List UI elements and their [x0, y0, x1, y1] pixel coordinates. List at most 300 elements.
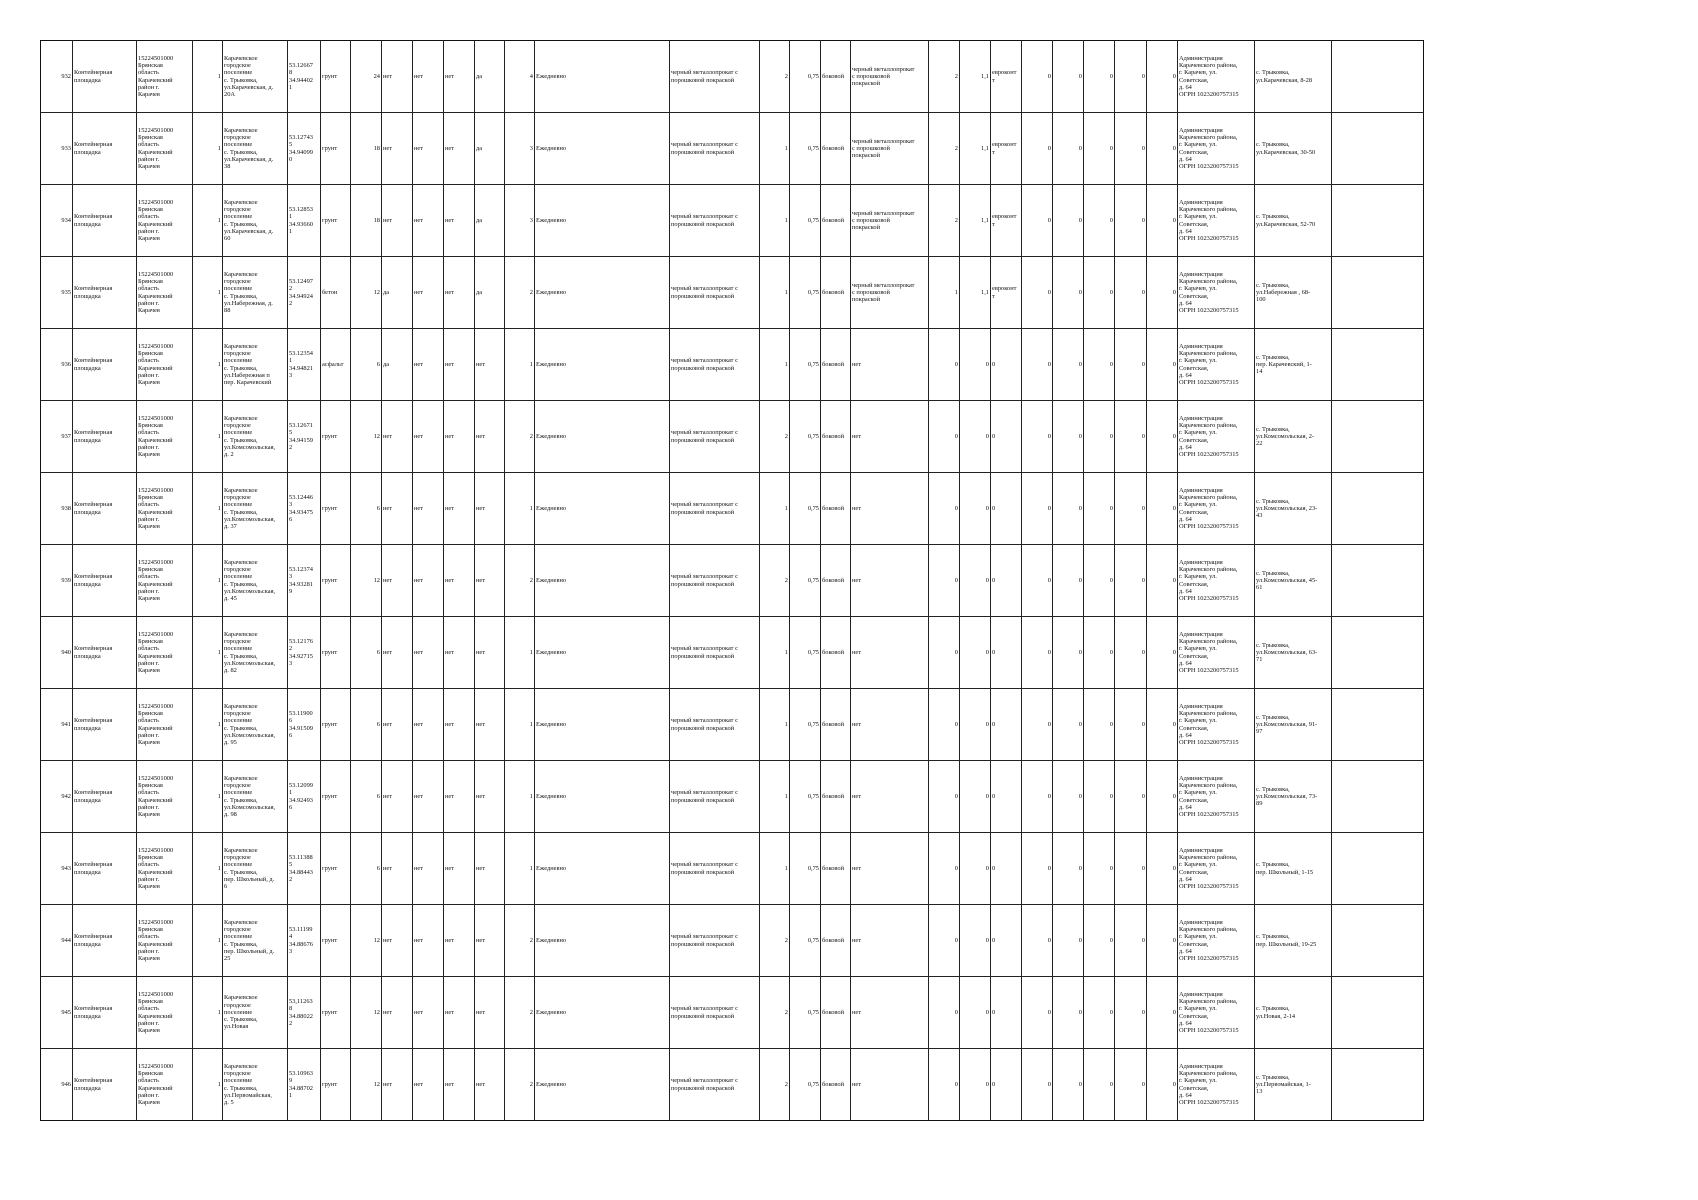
load-type-cell: боковой — [821, 977, 851, 1049]
area-cell: 18 — [351, 185, 382, 257]
okato-region-cell: 15224501000 Брянская область Карачевский район г. Карачев — [137, 689, 193, 761]
owner-cell: Администрация Карачевского района, г. Карачев, ул. Советская, д. 64 ОГРН 1023200757315 — [1178, 401, 1255, 473]
bunker-type-cell: евроконт т — [991, 41, 1022, 113]
bunker-material-cell: нет — [851, 977, 929, 1049]
site-address-cell: Карачевское городское поселение с. Трыковка, ул.Комсомольская, д. 45 — [223, 545, 288, 617]
flag-one-cell: 1 — [193, 617, 223, 689]
surface-type-cell: грунт — [321, 1049, 351, 1121]
table-row — [41, 761, 1424, 833]
zero-2-cell: 0 — [1053, 401, 1084, 473]
surface-type-cell: грунт — [321, 113, 351, 185]
site-type-cell: Контейнерная площадка — [73, 617, 137, 689]
blank-cell — [1332, 257, 1424, 329]
bunker-type-cell: 0 — [991, 617, 1022, 689]
blank-cell — [1332, 401, 1424, 473]
site-type-cell: Контейнерная площадка — [73, 185, 137, 257]
bunker-material-cell: нет — [851, 905, 929, 977]
bunker-volume-cell: 0 — [960, 977, 991, 1049]
served-addresses-cell: с. Трыковка, ул.Новая, 2-14 — [1255, 977, 1332, 1049]
owner-cell: Администрация Карачевского района, г. Карачев, ул. Советская, д. 64 ОГРН 1023200757315 — [1178, 329, 1255, 401]
served-addresses-cell: с. Трыковка, пер. Школьный, 19-25 — [1255, 905, 1332, 977]
table-row — [41, 1049, 1424, 1121]
container-count-2-cell: 2 — [760, 1049, 790, 1121]
access-cell: нет — [475, 977, 505, 1049]
area-cell: 18 — [351, 113, 382, 185]
fence-cell: нет — [413, 113, 444, 185]
bunker-type-cell: 0 — [991, 905, 1022, 977]
side-wall-cell: нет — [444, 905, 475, 977]
bunker-type-cell: 0 — [991, 833, 1022, 905]
flag-one-cell: 1 — [193, 473, 223, 545]
zero-3-cell: 0 — [1084, 329, 1115, 401]
table-row — [41, 545, 1424, 617]
fence-cell: нет — [413, 689, 444, 761]
access-cell: да — [475, 41, 505, 113]
zero-3-cell: 0 — [1084, 545, 1115, 617]
surface-type-cell: грунт — [321, 833, 351, 905]
side-wall-cell: нет — [444, 329, 475, 401]
schedule-cell: Ежедневно — [535, 113, 670, 185]
zero-4-cell: 0 — [1115, 329, 1147, 401]
container-volume-cell: 0,75 — [790, 761, 821, 833]
bunker-count-cell: 0 — [929, 473, 960, 545]
roof-cell: да — [382, 257, 413, 329]
container-count-cell: 1 — [505, 617, 535, 689]
load-type-cell: боковой — [821, 329, 851, 401]
bunker-volume-cell: 1,1 — [960, 185, 991, 257]
schedule-cell: Ежедневно — [535, 761, 670, 833]
bunker-count-cell: 0 — [929, 617, 960, 689]
flag-one-cell: 1 — [193, 329, 223, 401]
bunker-material-cell: нет — [851, 329, 929, 401]
served-addresses-cell: с. Трыковка, ул.Набережная , 68- 100 — [1255, 257, 1332, 329]
blank-cell — [1332, 617, 1424, 689]
site-type-cell: Контейнерная площадка — [73, 689, 137, 761]
flag-one-cell: 1 — [193, 1049, 223, 1121]
side-wall-cell: нет — [444, 41, 475, 113]
bunker-volume-cell: 0 — [960, 1049, 991, 1121]
roof-cell: нет — [382, 1049, 413, 1121]
served-addresses-cell: с. Трыковка, ул.Комсомольская, 73- 89 — [1255, 761, 1332, 833]
bunker-volume-cell: 0 — [960, 545, 991, 617]
container-volume-cell: 0,75 — [790, 329, 821, 401]
load-type-cell: боковой — [821, 905, 851, 977]
zero-4-cell: 0 — [1115, 833, 1147, 905]
coordinates-cell: 53.12667 8 34.94402 1 — [288, 41, 321, 113]
bunker-type-cell: 0 — [991, 401, 1022, 473]
container-volume-cell: 0,75 — [790, 1049, 821, 1121]
bunker-volume-cell: 1,1 — [960, 113, 991, 185]
side-wall-cell: нет — [444, 689, 475, 761]
flag-one-cell: 1 — [193, 833, 223, 905]
container-count-2-cell: 1 — [760, 257, 790, 329]
table-row — [41, 617, 1424, 689]
site-address-cell: Карачевское городское поселение с. Трыковка, ул.Комсомольская, д. 98 — [223, 761, 288, 833]
zero-5-cell: 0 — [1147, 617, 1178, 689]
bunker-material-cell: черный металлопрокат с порошковой покраской — [851, 185, 929, 257]
table-row — [41, 257, 1424, 329]
zero-2-cell: 0 — [1053, 905, 1084, 977]
zero-1-cell: 0 — [1022, 329, 1053, 401]
row-number-cell: 940 — [41, 617, 73, 689]
blank-cell — [1332, 41, 1424, 113]
zero-3-cell: 0 — [1084, 473, 1115, 545]
table-row — [41, 473, 1424, 545]
load-type-cell: боковой — [821, 833, 851, 905]
bunker-type-cell: евроконт т — [991, 185, 1022, 257]
zero-2-cell: 0 — [1053, 617, 1084, 689]
schedule-cell: Ежедневно — [535, 905, 670, 977]
zero-3-cell: 0 — [1084, 1049, 1115, 1121]
table-row — [41, 329, 1424, 401]
area-cell: 6 — [351, 833, 382, 905]
okato-region-cell: 15224501000 Брянская область Карачевский район г. Карачев — [137, 617, 193, 689]
zero-2-cell: 0 — [1053, 1049, 1084, 1121]
table-row — [41, 401, 1424, 473]
surface-type-cell: грунт — [321, 473, 351, 545]
zero-1-cell: 0 — [1022, 761, 1053, 833]
bunker-count-cell: 1 — [929, 257, 960, 329]
okato-region-cell: 15224501000 Брянская область Карачевский район г. Карачев — [137, 329, 193, 401]
container-count-2-cell: 1 — [760, 185, 790, 257]
bunker-count-cell: 0 — [929, 977, 960, 1049]
served-addresses-cell: с. Трыковка, пер. Карачевский, 1- 14 — [1255, 329, 1332, 401]
bunker-volume-cell: 0 — [960, 473, 991, 545]
container-count-cell: 2 — [505, 545, 535, 617]
container-material-cell: черный металлопрокат с порошковой покраской — [670, 545, 760, 617]
owner-cell: Администрация Карачевского района, г. Карачев, ул. Советская, д. 64 ОГРН 1023200757315 — [1178, 257, 1255, 329]
site-address-cell: Карачевское городское поселение с. Трыковка, пер. Школьный, д. 25 — [223, 905, 288, 977]
fence-cell: нет — [413, 761, 444, 833]
zero-2-cell: 0 — [1053, 977, 1084, 1049]
zero-4-cell: 0 — [1115, 1049, 1147, 1121]
site-address-cell: Карачевское городское поселение с. Трыковка, ул.Комсомольская, д. 37 — [223, 473, 288, 545]
area-cell: 12 — [351, 1049, 382, 1121]
zero-4-cell: 0 — [1115, 257, 1147, 329]
flag-one-cell: 1 — [193, 401, 223, 473]
fence-cell: нет — [413, 617, 444, 689]
zero-5-cell: 0 — [1147, 401, 1178, 473]
zero-2-cell: 0 — [1053, 689, 1084, 761]
bunker-material-cell: нет — [851, 833, 929, 905]
row-number-cell: 942 — [41, 761, 73, 833]
bunker-material-cell: черный металлопрокат с порошковой покраской — [851, 257, 929, 329]
area-cell: 6 — [351, 329, 382, 401]
access-cell: да — [475, 185, 505, 257]
container-count-cell: 2 — [505, 401, 535, 473]
zero-4-cell: 0 — [1115, 473, 1147, 545]
okato-region-cell: 15224501000 Брянская область Карачевский район г. Карачев — [137, 545, 193, 617]
container-count-2-cell: 1 — [760, 113, 790, 185]
fence-cell: нет — [413, 257, 444, 329]
bunker-volume-cell: 0 — [960, 617, 991, 689]
container-volume-cell: 0,75 — [790, 41, 821, 113]
okato-region-cell: 15224501000 Брянская область Карачевский район г. Карачев — [137, 401, 193, 473]
zero-3-cell: 0 — [1084, 113, 1115, 185]
site-type-cell: Контейнерная площадка — [73, 761, 137, 833]
area-cell: 12 — [351, 545, 382, 617]
row-number-cell: 936 — [41, 329, 73, 401]
site-type-cell: Контейнерная площадка — [73, 977, 137, 1049]
container-material-cell: черный металлопрокат с порошковой покраской — [670, 257, 760, 329]
zero-5-cell: 0 — [1147, 41, 1178, 113]
container-material-cell: черный металлопрокат с порошковой покраской — [670, 401, 760, 473]
fence-cell: нет — [413, 401, 444, 473]
bunker-count-cell: 0 — [929, 905, 960, 977]
load-type-cell: боковой — [821, 617, 851, 689]
bunker-type-cell: 0 — [991, 329, 1022, 401]
surface-type-cell: грунт — [321, 905, 351, 977]
container-count-cell: 2 — [505, 905, 535, 977]
zero-1-cell: 0 — [1022, 617, 1053, 689]
fence-cell: нет — [413, 473, 444, 545]
bunker-volume-cell: 0 — [960, 905, 991, 977]
container-count-cell: 1 — [505, 473, 535, 545]
site-type-cell: Контейнерная площадка — [73, 473, 137, 545]
surface-type-cell: грунт — [321, 761, 351, 833]
container-volume-cell: 0,75 — [790, 833, 821, 905]
table-row — [41, 689, 1424, 761]
zero-2-cell: 0 — [1053, 113, 1084, 185]
fence-cell: нет — [413, 977, 444, 1049]
area-cell: 24 — [351, 41, 382, 113]
flag-one-cell: 1 — [193, 977, 223, 1049]
owner-cell: Администрация Карачевского района, г. Карачев, ул. Советская, д. 64 ОГРН 1023200757315 — [1178, 185, 1255, 257]
zero-5-cell: 0 — [1147, 977, 1178, 1049]
container-count-cell: 3 — [505, 113, 535, 185]
load-type-cell: боковой — [821, 41, 851, 113]
container-volume-cell: 0,75 — [790, 689, 821, 761]
bunker-volume-cell: 1,1 — [960, 41, 991, 113]
zero-5-cell: 0 — [1147, 545, 1178, 617]
schedule-cell: Ежедневно — [535, 473, 670, 545]
site-type-cell: Контейнерная площадка — [73, 257, 137, 329]
site-address-cell: Карачевское городское поселение с. Трыковка, ул.Набережная, д. 88 — [223, 257, 288, 329]
container-volume-cell: 0,75 — [790, 401, 821, 473]
schedule-cell: Ежедневно — [535, 329, 670, 401]
served-addresses-cell: с. Трыковка, ул.Карачевская, 52-70 — [1255, 185, 1332, 257]
coordinates-cell: 53.12374 3 34.93281 9 — [288, 545, 321, 617]
side-wall-cell: нет — [444, 113, 475, 185]
served-addresses-cell: с. Трыковка, ул.Первомайская, 1- 13 — [1255, 1049, 1332, 1121]
zero-2-cell: 0 — [1053, 329, 1084, 401]
bunker-material-cell: нет — [851, 401, 929, 473]
flag-one-cell: 1 — [193, 545, 223, 617]
zero-4-cell: 0 — [1115, 401, 1147, 473]
access-cell: нет — [475, 545, 505, 617]
container-count-2-cell: 2 — [760, 401, 790, 473]
zero-2-cell: 0 — [1053, 185, 1084, 257]
container-count-cell: 2 — [505, 257, 535, 329]
roof-cell: нет — [382, 761, 413, 833]
load-type-cell: боковой — [821, 257, 851, 329]
container-count-cell: 1 — [505, 833, 535, 905]
zero-4-cell: 0 — [1115, 545, 1147, 617]
table-row — [41, 41, 1424, 113]
side-wall-cell: нет — [444, 185, 475, 257]
zero-3-cell: 0 — [1084, 401, 1115, 473]
side-wall-cell: нет — [444, 473, 475, 545]
zero-5-cell: 0 — [1147, 1049, 1178, 1121]
bunker-volume-cell: 0 — [960, 401, 991, 473]
site-type-cell: Контейнерная площадка — [73, 329, 137, 401]
owner-cell: Администрация Карачевского района, г. Карачев, ул. Советская, д. 64 ОГРН 1023200757315 — [1178, 617, 1255, 689]
bunker-material-cell: нет — [851, 689, 929, 761]
load-type-cell: боковой — [821, 545, 851, 617]
load-type-cell: боковой — [821, 761, 851, 833]
bunker-count-cell: 0 — [929, 833, 960, 905]
okato-region-cell: 15224501000 Брянская область Карачевский район г. Карачев — [137, 977, 193, 1049]
blank-cell — [1332, 833, 1424, 905]
served-addresses-cell: с. Трыковка, ул.Комсомольская, 2- 22 — [1255, 401, 1332, 473]
zero-5-cell: 0 — [1147, 185, 1178, 257]
zero-2-cell: 0 — [1053, 473, 1084, 545]
container-volume-cell: 0,75 — [790, 257, 821, 329]
coordinates-cell: 53.12354 1 34.94821 3 — [288, 329, 321, 401]
coordinates-cell: 53.11388 5 34.88443 2 — [288, 833, 321, 905]
blank-cell — [1332, 977, 1424, 1049]
schedule-cell: Ежедневно — [535, 257, 670, 329]
zero-3-cell: 0 — [1084, 977, 1115, 1049]
side-wall-cell: нет — [444, 401, 475, 473]
coordinates-cell: 53.12176 2 34.92715 3 — [288, 617, 321, 689]
container-material-cell: черный металлопрокат с порошковой покраской — [670, 41, 760, 113]
bunker-type-cell: 0 — [991, 977, 1022, 1049]
coordinates-cell: 53.11199 4 34.88676 3 — [288, 905, 321, 977]
table-row — [41, 833, 1424, 905]
zero-4-cell: 0 — [1115, 905, 1147, 977]
side-wall-cell: нет — [444, 545, 475, 617]
blank-cell — [1332, 905, 1424, 977]
area-cell: 12 — [351, 401, 382, 473]
area-cell: 6 — [351, 689, 382, 761]
load-type-cell: боковой — [821, 689, 851, 761]
site-type-cell: Контейнерная площадка — [73, 41, 137, 113]
load-type-cell: боковой — [821, 1049, 851, 1121]
fence-cell: нет — [413, 905, 444, 977]
zero-4-cell: 0 — [1115, 977, 1147, 1049]
zero-1-cell: 0 — [1022, 401, 1053, 473]
okato-region-cell: 15224501000 Брянская область Карачевский район г. Карачев — [137, 185, 193, 257]
access-cell: нет — [475, 329, 505, 401]
roof-cell: нет — [382, 401, 413, 473]
container-material-cell: черный металлопрокат с порошковой покраской — [670, 185, 760, 257]
coordinates-cell: 53.12743 5 34.94099 0 — [288, 113, 321, 185]
coordinates-cell: 53.12446 3 34.93475 6 — [288, 473, 321, 545]
access-cell: нет — [475, 833, 505, 905]
zero-4-cell: 0 — [1115, 113, 1147, 185]
bunker-type-cell: евроконт т — [991, 113, 1022, 185]
bunker-type-cell: 0 — [991, 473, 1022, 545]
schedule-cell: Ежедневно — [535, 833, 670, 905]
fence-cell: нет — [413, 41, 444, 113]
owner-cell: Администрация Карачевского района, г. Карачев, ул. Советская, д. 64 ОГРН 1023200757315 — [1178, 689, 1255, 761]
schedule-cell: Ежедневно — [535, 41, 670, 113]
container-material-cell: черный металлопрокат с порошковой покраской — [670, 833, 760, 905]
surface-type-cell: грунт — [321, 689, 351, 761]
zero-3-cell: 0 — [1084, 761, 1115, 833]
zero-1-cell: 0 — [1022, 833, 1053, 905]
container-count-2-cell: 1 — [760, 329, 790, 401]
row-number-cell: 933 — [41, 113, 73, 185]
surface-type-cell: грунт — [321, 977, 351, 1049]
area-cell: 12 — [351, 257, 382, 329]
site-address-cell: Карачевское городское поселение с. Трыковка, ул.Набережная п пер. Карачевский — [223, 329, 288, 401]
roof-cell: нет — [382, 977, 413, 1049]
blank-cell — [1332, 545, 1424, 617]
blank-cell — [1332, 185, 1424, 257]
access-cell: нет — [475, 761, 505, 833]
area-cell: 6 — [351, 617, 382, 689]
zero-3-cell: 0 — [1084, 617, 1115, 689]
side-wall-cell: нет — [444, 977, 475, 1049]
side-wall-cell: нет — [444, 761, 475, 833]
served-addresses-cell: с. Трыковка, ул.Комсомольская, 45- 61 — [1255, 545, 1332, 617]
row-number-cell: 934 — [41, 185, 73, 257]
container-material-cell: черный металлопрокат с порошковой покраской — [670, 977, 760, 1049]
blank-cell — [1332, 761, 1424, 833]
site-type-cell: Контейнерная площадка — [73, 545, 137, 617]
zero-1-cell: 0 — [1022, 1049, 1053, 1121]
site-address-cell: Карачевское городское поселение с. Трыковка, ул.Комсомольская, д. 82 — [223, 617, 288, 689]
bunker-material-cell: нет — [851, 761, 929, 833]
zero-1-cell: 0 — [1022, 257, 1053, 329]
owner-cell: Администрация Карачевского района, г. Карачев, ул. Советская, д. 64 ОГРН 1023200757315 — [1178, 473, 1255, 545]
zero-5-cell: 0 — [1147, 905, 1178, 977]
zero-1-cell: 0 — [1022, 185, 1053, 257]
roof-cell: нет — [382, 833, 413, 905]
coordinates-cell: 53.10963 9 34.88702 1 — [288, 1049, 321, 1121]
zero-2-cell: 0 — [1053, 41, 1084, 113]
area-cell: 6 — [351, 761, 382, 833]
blank-cell — [1332, 113, 1424, 185]
fence-cell: нет — [413, 185, 444, 257]
row-number-cell: 946 — [41, 1049, 73, 1121]
access-cell: да — [475, 113, 505, 185]
site-type-cell: Контейнерная площадка — [73, 1049, 137, 1121]
area-cell: 12 — [351, 905, 382, 977]
flag-one-cell: 1 — [193, 257, 223, 329]
owner-cell: Администрация Карачевского района, г. Карачев, ул. Советская, д. 64 ОГРН 1023200757315 — [1178, 1049, 1255, 1121]
coordinates-cell: 53.12497 2 34.94924 2 — [288, 257, 321, 329]
coordinates-cell: 53.12853 1 34.93660 1 — [288, 185, 321, 257]
blank-cell — [1332, 689, 1424, 761]
site-type-cell: Контейнерная площадка — [73, 833, 137, 905]
owner-cell: Администрация Карачевского района, г. Карачев, ул. Советская, д. 64 ОГРН 1023200757315 — [1178, 545, 1255, 617]
zero-4-cell: 0 — [1115, 185, 1147, 257]
container-count-2-cell: 1 — [760, 617, 790, 689]
owner-cell: Администрация Карачевского района, г. Карачев, ул. Советская, д. 64 ОГРН 1023200757315 — [1178, 41, 1255, 113]
surface-type-cell: асфальт — [321, 329, 351, 401]
container-count-cell: 1 — [505, 761, 535, 833]
roof-cell: нет — [382, 41, 413, 113]
zero-2-cell: 0 — [1053, 257, 1084, 329]
container-volume-cell: 0,75 — [790, 617, 821, 689]
served-addresses-cell: с. Трыковка, ул.Комсомольская, 23- 43 — [1255, 473, 1332, 545]
zero-4-cell: 0 — [1115, 617, 1147, 689]
access-cell: да — [475, 257, 505, 329]
okato-region-cell: 15224501000 Брянская область Карачевский район г. Карачев — [137, 113, 193, 185]
table-row — [41, 113, 1424, 185]
load-type-cell: боковой — [821, 113, 851, 185]
fence-cell: нет — [413, 833, 444, 905]
schedule-cell: Ежедневно — [535, 977, 670, 1049]
bunker-material-cell: черный металлопрокат с порошковой покраской — [851, 113, 929, 185]
bunker-count-cell: 2 — [929, 41, 960, 113]
container-count-cell: 1 — [505, 329, 535, 401]
bunker-type-cell: евроконт т — [991, 257, 1022, 329]
container-count-cell: 1 — [505, 689, 535, 761]
